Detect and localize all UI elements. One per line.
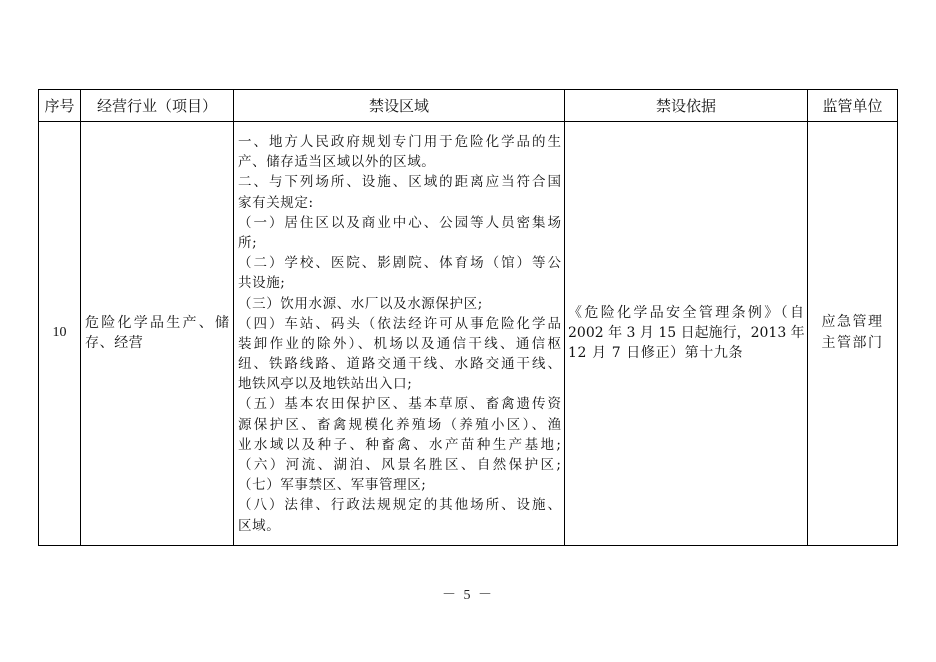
area-line: 装卸作业的除外）、机场以及通信干线、通信枢 [238,335,561,352]
basis-cell [565,122,808,546]
area-line: 产、储存适当区域以外的区域。 [238,154,436,171]
area-line: （七）军事禁区、军事管理区; [238,477,427,494]
industry-cell [81,122,234,546]
area-line: （三）饮用水源、水厂以及水源保护区; [238,295,483,312]
industry-line: 存、经营 [85,335,144,352]
header-basis: 禁设依据 [565,90,808,122]
regulator-cell [808,122,898,546]
area-line: （五）基本农田保护区、基本草原、畜禽遗传资 [238,396,561,413]
header-industry: 经营行业（项目） [81,90,234,122]
regulator-line: 应急管理 [821,314,884,331]
table-header-row [39,90,898,122]
area-line: 源保护区、畜禽规模化养殖场（养殖小区）、渔 [238,416,561,433]
table-row [39,122,898,546]
area-line: 业水域以及种子、种畜禽、水产苗种生产基地; [238,436,561,453]
area-line: 二、与下列场所、设施、区域的距离应当符合国 [238,174,561,191]
area-line: 共设施; [238,275,286,292]
basis-line: 2002 年 3 月 15 日起施行，2013 年 [568,325,805,342]
header-number: 序号 [39,90,81,122]
row-number: 10 [39,122,81,546]
area-line: 地铁风亭以及地铁站出入口; [238,376,413,393]
page-number: － 5 － [442,588,494,603]
area-line: 家有关规定: [238,194,314,211]
area-line: 一、地方人民政府规划专门用于危险化学品的生 [238,134,561,150]
area-line: 纽、铁路线路、道路交通干线、水路交通干线、 [238,356,561,373]
header-prohibited-area: 禁设区域 [234,90,565,122]
area-line: 区域。 [238,517,281,534]
prohibited-area-cell [234,122,565,546]
area-line: （六）河流、湖泊、风景名胜区、自然保护区; [238,457,561,473]
industry-line: 危险化学品生产、储 [85,315,229,332]
basis-line: 12 月 7 日修正）第十九条 [568,345,744,362]
area-line: 所; [238,234,258,251]
area-line: （四）车站、码头（依法经许可从事危险化学品 [238,315,561,332]
area-line: （二）学校、医院、影剧院、体育场（馆）等公 [238,255,561,272]
basis-line: 《危险化学品安全管理条例》（自 [568,305,804,322]
prohibited-zones-table [38,89,898,546]
area-line: （一）居住区以及商业中心、公园等人员密集场 [238,214,561,231]
area-line: （八）法律、行政法规规定的其他场所、设施、 [238,497,561,514]
header-regulator: 监管单位 [808,90,898,122]
regulator-line: 主管部门 [821,335,884,352]
